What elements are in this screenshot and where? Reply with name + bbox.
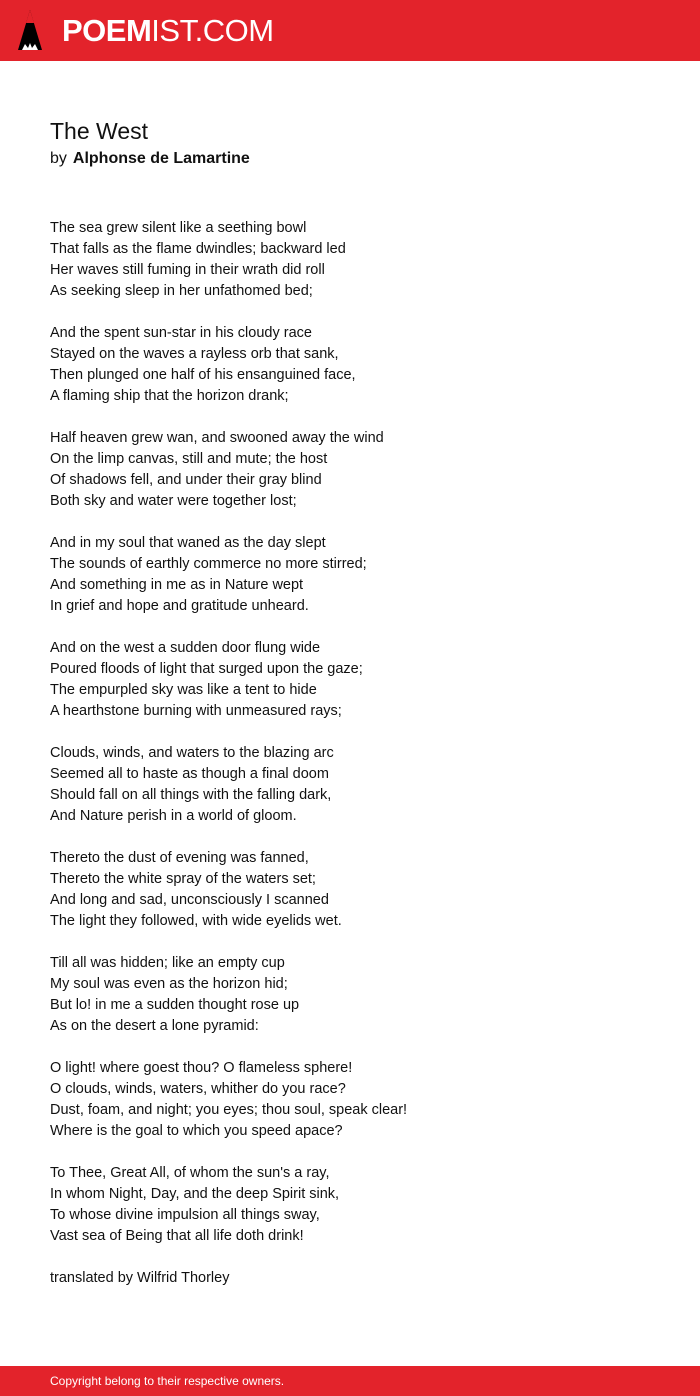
translator-credit: translated by Wilfrid Thorley <box>50 1270 230 1286</box>
poem-line: Thereto the dust of evening was fanned, <box>50 850 309 866</box>
poem-line: Poured floods of light that surged upon the gaze; <box>50 661 363 677</box>
poem-line: The sea grew silent like a seething bowl <box>50 220 307 236</box>
poem-line: Clouds, winds, and waters to the blazing arc <box>50 745 334 761</box>
stanza <box>50 743 650 827</box>
poem-line: Vast sea of Being that all life doth drink! <box>50 1228 304 1244</box>
poem-line: And in my soul that waned as the day slept <box>50 535 326 551</box>
stanza <box>50 848 650 932</box>
stanza <box>50 428 650 512</box>
stanza <box>50 1058 650 1142</box>
site-header <box>0 0 700 61</box>
poem-line: Where is the goal to which you speed apace? <box>50 1123 343 1139</box>
poem-line: In grief and hope and gratitude unheard. <box>50 598 309 614</box>
stanza <box>50 953 650 1037</box>
poem-line: Of shadows fell, and under their gray blind <box>50 472 322 488</box>
poem-line: To Thee, Great All, of whom the sun's a ray, <box>50 1165 330 1181</box>
poem-line: But lo! in me a sudden thought rose up <box>50 997 300 1013</box>
site-footer <box>0 1366 700 1396</box>
poem-line: Both sky and water were together lost; <box>50 493 297 509</box>
poem-line: On the limp canvas, still and mute; the host <box>50 451 328 467</box>
poem-line: Should fall on all things with the falling dark, <box>50 787 332 803</box>
poem-line: O light! where goest thou? O flameless sphere! <box>50 1060 353 1076</box>
poem-line: The light they followed, with wide eyelids wet. <box>50 913 342 929</box>
stanza <box>50 218 650 302</box>
poem-line: O clouds, winds, waters, whither do you race? <box>50 1081 346 1097</box>
by-label: by <box>50 150 67 167</box>
poem-line: Seemed all to haste as though a final doom <box>50 766 329 782</box>
poem-line: And on the west a sudden door flung wide <box>50 640 321 656</box>
poem-line: The empurpled sky was like a tent to hide <box>50 682 317 698</box>
poem-title: The West <box>50 118 148 144</box>
pencil-tip-icon[interactable] <box>18 10 42 51</box>
poem-line: And something in me as in Nature wept <box>50 577 304 593</box>
poem-line: Her waves still fuming in their wrath did roll <box>50 262 325 278</box>
poem-line: My soul was even as the horizon hid; <box>50 976 288 992</box>
stanza <box>50 323 650 407</box>
logo-text-light: IST.COM <box>151 13 274 48</box>
poem-line: Stayed on the waves a rayless orb that sank, <box>50 346 339 362</box>
site-logo[interactable] <box>62 13 274 49</box>
poem-line: Till all was hidden; like an empty cup <box>50 955 285 971</box>
poem-line: In whom Night, Day, and the deep Spirit sink, <box>50 1186 340 1202</box>
poem-line: That falls as the flame dwindles; backward led <box>50 241 346 257</box>
poem-line: Dust, foam, and night; you eyes; thou soul, speak clear! <box>50 1102 408 1118</box>
poem-body <box>50 218 650 1289</box>
poem-line: A hearthstone burning with unmeasured rays; <box>50 703 342 719</box>
poem-line: To whose divine impulsion all things sway, <box>50 1207 320 1223</box>
poem-line: As seeking sleep in her unfathomed bed; <box>50 283 313 299</box>
author-name: Alphonse de Lamartine <box>72 150 250 167</box>
poem-line: And long and sad, unconsciously I scanned <box>50 892 329 908</box>
stanza-list <box>50 218 650 1247</box>
stanza <box>50 533 650 617</box>
copyright-text: Copyright belong to their respective owners. <box>50 1374 285 1388</box>
byline <box>50 148 250 170</box>
poem-line: A flaming ship that the horizon drank; <box>50 388 289 404</box>
stanza <box>50 1163 650 1247</box>
poem-line: And Nature perish in a world of gloom. <box>50 808 297 824</box>
poem-line: Then plunged one half of his ensanguined face, <box>50 367 356 383</box>
poem-line: And the spent sun-star in his cloudy race <box>50 325 312 341</box>
poem-line: The sounds of earthly commerce no more stirred; <box>50 556 367 572</box>
poem-line: Half heaven grew wan, and swooned away the wind <box>50 430 384 446</box>
poem-line: Thereto the white spray of the waters set; <box>50 871 316 887</box>
stanza <box>50 638 650 722</box>
poem-line: As on the desert a lone pyramid: <box>50 1018 259 1034</box>
logo-text-bold: POEM <box>62 13 152 48</box>
